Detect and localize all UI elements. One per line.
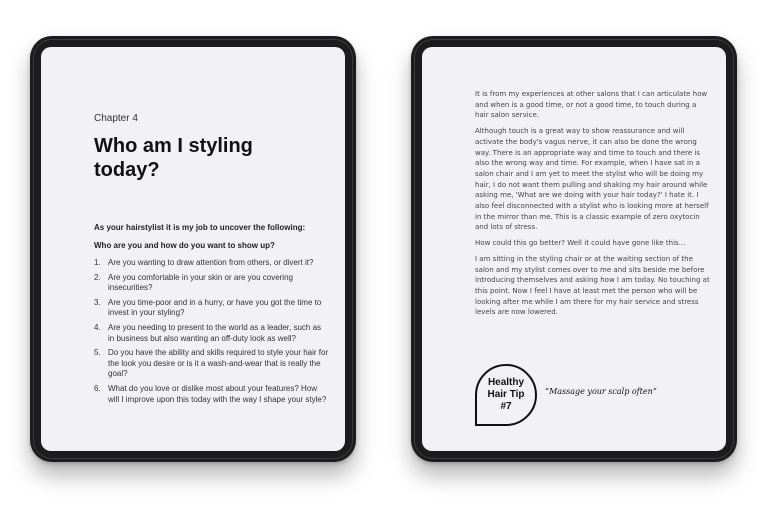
question-number: 5. bbox=[94, 348, 101, 358]
question-number: 6. bbox=[94, 383, 101, 393]
book-page-right bbox=[422, 47, 726, 451]
tip-speech-bubble bbox=[475, 364, 537, 426]
subheading: Who are you and how do you want to show up? bbox=[94, 241, 275, 250]
chapter-title-line1: Who am I styling bbox=[94, 135, 253, 157]
page-content-right bbox=[475, 89, 712, 323]
question-number: 2. bbox=[94, 272, 101, 282]
body-paragraph: How could this go better? Well it could have gone like this... bbox=[475, 239, 686, 248]
body-paragraph: Although touch is a great way to show reassurance and will activate the body's vagus nerve, it can also be done the wrong way. There is an appropriate way and time to touch and there is also the wrong way and time. For example, when I have sat in a salon chair and I am yet to meet the stylist who will be doing my hair, I do not want them pulling and shaking my hair around while asking me, 'What are we doing with your hair today?' I hate it. I also feel disconnected with a stylist who is looking more at herself in the mirror than me. This is a classic example of zero oxytocin and lots of stress. bbox=[475, 127, 709, 232]
tip-line1: Healthy bbox=[487, 377, 525, 388]
question-item bbox=[94, 258, 329, 269]
question-text: Do you have the ability and skills required to style your hair for the look you desire or is it a wash-and-wear that is really the goal? bbox=[108, 348, 329, 379]
tip-number: #7 bbox=[500, 401, 512, 412]
question-text: Are you needing to present to the world as a leader, such as in business but also wanting an off-duty look as well? bbox=[108, 322, 322, 343]
tip-line2: Hair Tip bbox=[487, 389, 525, 400]
body-paragraph: I am sitting in the styling chair or at the waiting section of the salon and my stylist comes over to me and sits beside me before introducing themselves and asking how I am today. No touching at this point. Now I feel I have at least met the person who will be looking after me while I am there for my hair service and stress levels are now lowered. bbox=[475, 254, 710, 317]
question-list bbox=[94, 258, 329, 405]
question-number: 1. bbox=[94, 258, 101, 267]
question-item bbox=[94, 273, 329, 294]
question-text: Are you comfortable in your skin or are you covering insecurities? bbox=[108, 272, 293, 293]
hair-tip-callout bbox=[475, 364, 726, 444]
page-content-left bbox=[94, 113, 329, 409]
question-text: Are you wanting to draw attention from others, or divert it? bbox=[108, 258, 314, 267]
body-paragraph: It is from my experiences at other salons that I can articulate how and when is a good time, or not a good time, to touch during a hair salon service. bbox=[475, 90, 708, 120]
chapter-label: Chapter 4 bbox=[94, 113, 138, 124]
book-page-left bbox=[41, 47, 345, 451]
tip-quote: “Massage your scalp often” bbox=[545, 387, 657, 396]
question-item bbox=[94, 323, 329, 344]
question-number: 4. bbox=[94, 322, 101, 332]
chapter-title-line2: today? bbox=[94, 159, 160, 181]
question-item bbox=[94, 384, 329, 405]
tablet-right bbox=[411, 36, 737, 462]
question-text: Are you time-poor and in a hurry, or have you got the time to invest in your styling? bbox=[108, 297, 322, 318]
intro-text: As your hairstylist it is my job to uncover the following: bbox=[94, 223, 306, 232]
question-item bbox=[94, 348, 329, 380]
question-item bbox=[94, 298, 329, 319]
tablet-left bbox=[30, 36, 356, 462]
chapter-title bbox=[94, 134, 329, 182]
question-text: What do you love or dislike most about your features? How will I improve upon this today with the way I shape your style? bbox=[108, 383, 327, 404]
question-number: 3. bbox=[94, 297, 101, 307]
